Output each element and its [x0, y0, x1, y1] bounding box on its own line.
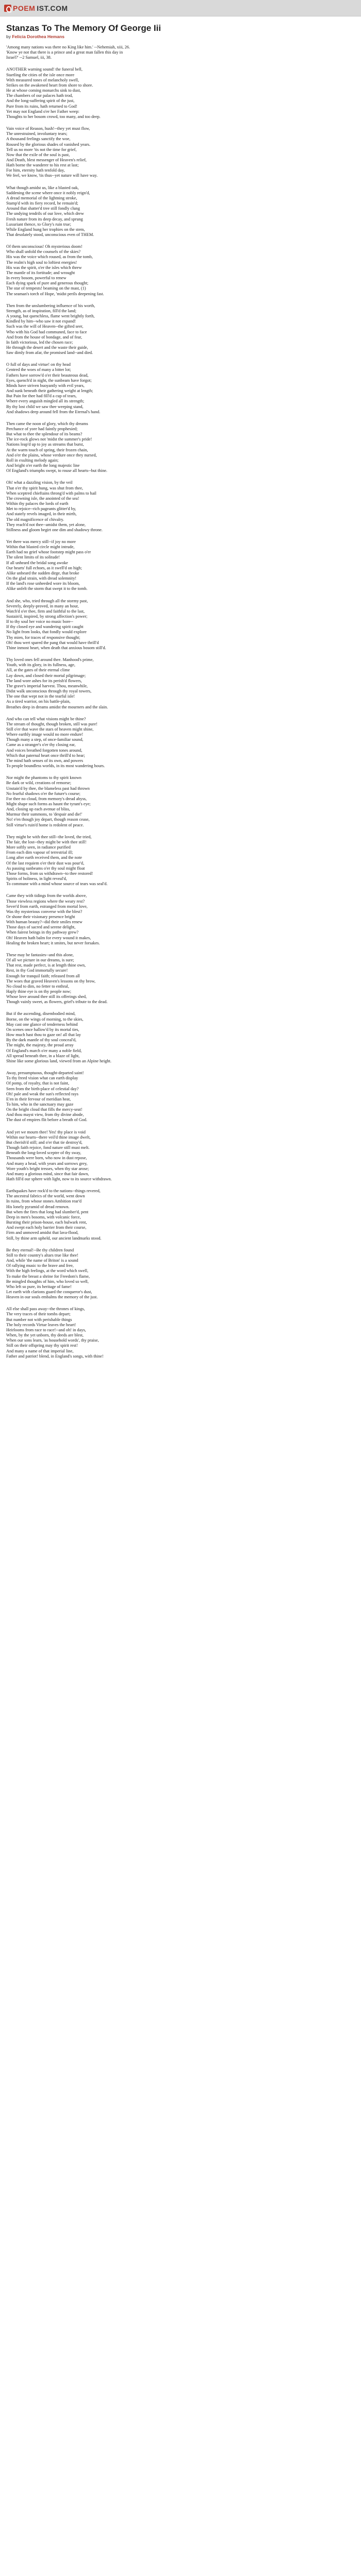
poem-line: Firm and unmoved amidst that lava-flood,	[6, 1230, 79, 1235]
poem-line: A young, but quenchless, flame went brightly forth,	[6, 314, 95, 319]
poem-line: Father and patriot! blend, in England's songs, with thine!	[6, 1353, 104, 1359]
stanza	[6, 1130, 355, 1182]
poem-line: Deep in men's bosoms, with volcanic force,	[6, 1214, 81, 1219]
poem-line: Earth had no grief whose footstep might pass o'er	[6, 550, 91, 555]
poem-line: Still on their offspring may thy spirit rest!	[6, 1343, 78, 1348]
poem-line: Spirits of holiness, in light reveal'd,	[6, 876, 67, 882]
poem-line: When sceptred chieftains throng'd with palms to hail	[6, 490, 96, 496]
poem-line: Severely, deeply-proved, in many an hour,	[6, 603, 79, 608]
poem-line: Roused by the glorious shades of vanished years.	[6, 142, 91, 147]
poem-line: And shadows deep around fell from the Eternal's hand.	[6, 409, 101, 414]
poem-line: Haply thine eye is on thy people now;	[6, 989, 72, 994]
poem-line: Strength, as of inspiration, fill'd the land;	[6, 308, 77, 313]
poem-line: While England hung her trophies on the stem,	[6, 227, 85, 232]
poem-line: The mantle of its fortitude; and wrought	[6, 270, 75, 275]
poem-line: Be they eternal!--Be thy children found	[6, 1247, 74, 1252]
poem-line: Of them unconscious! Oh mysterious doom!	[6, 244, 83, 249]
poem-line: Saw dimly from afar, the promised land--and died.	[6, 350, 93, 355]
poem-line: Our hearts' full echoes, as it swell'd on high;	[6, 565, 83, 570]
poem-line: And sunk beneath their gathering weight at length;	[6, 388, 93, 394]
poem-line: And voices breathed forgotten tones around,	[6, 748, 83, 753]
poem-line: Healing the broken heart; it smites, but never forsakes.	[6, 940, 100, 945]
poem-line: And yet we mourn thee! Yes! thy place is void	[6, 1129, 86, 1134]
poem-line: Away, presumptuous, thought-departed saint!	[6, 1071, 84, 1076]
poem-line: His was the voice which roused, as from the tomb,	[6, 255, 93, 260]
poem-line: Where every anguish mingled all its strength;	[6, 399, 85, 404]
stanza	[6, 1011, 355, 1064]
poem-line: All, at the gates of their eternal clime	[6, 668, 70, 673]
stanza	[6, 1071, 355, 1123]
poem-line: Within our hearts--there veil'd thine image dwelt,	[6, 1134, 91, 1140]
poem-line: Was thy mysterious converse with the blest?	[6, 909, 83, 914]
poem-line: A dread memorial of the lightning stroke,	[6, 195, 77, 200]
stanza	[6, 599, 355, 651]
poem-line: What though amidst us, like a blasted oak,	[6, 185, 79, 190]
poem-line: Oh! what a dazzling vision, by the veil	[6, 480, 73, 485]
poem-line: The dust of empires flit before a breath of God.	[6, 1117, 88, 1123]
poem-line: The stream of thought, though broken, still was pure!	[6, 721, 97, 726]
poem-line: Thine inmost heart, when death that anxious bosom still'd.	[6, 645, 106, 650]
poem-line: Be mingled thoughts of him, who loved so well,	[6, 1279, 89, 1284]
epigraph	[6, 45, 355, 60]
poem-line: Tell us no more 'tis not the time for grief,	[6, 147, 77, 152]
poem-line: But what to thee the splendour of its beams?	[6, 432, 83, 437]
poem-line: Though many a step, of once-familiar sound,	[6, 737, 84, 742]
poem-line: From each dim vapour of terrestrial ill;	[6, 850, 73, 855]
poem-line: That o'er thy spirit hung, was shut from thee,	[6, 485, 83, 490]
poem-line: And o'er the plains, whose verdure once they nursed,	[6, 452, 97, 457]
poem-line: The star of tempests! beaming on the mast, (1)	[6, 286, 86, 291]
poem-line: Oh! Heaven hath balm for every wound it makes,	[6, 935, 91, 940]
poem-line: No cloud to dim, no fetter to enthral,	[6, 984, 69, 989]
poem-line: And many a head, with years and sorrows grey,	[6, 1161, 88, 1166]
poem-line: Who left so pure, its heritage of fame!	[6, 1284, 72, 1289]
poem-line: The old magnificence of chivalry.	[6, 517, 64, 522]
poem-line: The mind hath senses of its own, and powers	[6, 758, 84, 763]
poem-line: To people boundless worlds, in its most wandering hours.	[6, 764, 105, 769]
poem-line: Luxuriant thence, to Glory's ruin true;	[6, 222, 71, 227]
stanza	[6, 539, 355, 592]
poem-container	[0, 16, 361, 1359]
stanza	[6, 126, 355, 179]
poem-line: Breathes deep in dreams amidst the mourners and the slain.	[6, 704, 108, 709]
poem-line: To commune with a mind whose source of tears was seal'd.	[6, 882, 108, 887]
poem-line: We feel, we know, 'tis thus--yet nature will have way.	[6, 173, 98, 178]
poem-line: In faith victorious, led the chosen race;	[6, 340, 73, 345]
poem-line: And the long-suffering spirit of the just,	[6, 98, 75, 104]
poem-line: Whose love around thee still its offerings shed,	[6, 994, 87, 999]
poem-line: Or shone their visionary presence bright	[6, 914, 75, 919]
poem-line: If all unheard the bridal song awoke	[6, 560, 68, 565]
poem-line: Met to rejoice--rich pageants glitter'd by,	[6, 506, 76, 512]
poem-line: Sever'd from earth, estranged from mortal love,	[6, 904, 88, 909]
poem-line: They reach'd not thee--amidst them, yet alone,	[6, 522, 86, 527]
poem-line: Pure from its ruins, hath returned to God!	[6, 104, 77, 109]
poem-line: Of the last requiem o'er their dust was pour'd,	[6, 860, 85, 866]
stanza	[6, 1248, 355, 1300]
poem-line: Strikes on the awakened heart from shore to shore.	[6, 82, 93, 88]
poem-line: Still, by thine arm upheld, our ancient landmarks stood.	[6, 1235, 102, 1241]
poem-line: Stillness and gloom begirt one dim and shadowy throne.	[6, 527, 103, 532]
poem-line: Yet there was mercy still--if joy no more	[6, 539, 76, 544]
poem-line: And thou mayst view, from thy divine abode,	[6, 1112, 84, 1117]
poem-line: Yet may not England o'er her Father weep:	[6, 109, 79, 114]
poem-line: For him, eternity hath tenfold day,	[6, 168, 65, 173]
poem-line: With measured tones of melancholy swell,	[6, 77, 79, 82]
poem-line: If thy closed eye and wandering spirit caught	[6, 624, 84, 630]
poem-line: That desolately stood, unconscious even of THEM.	[6, 232, 94, 237]
poem-line: And who can tell what visions might be thine?	[6, 716, 86, 721]
quill-icon	[4, 5, 11, 12]
poem-line: And, while 'the name of Briton' is a sound	[6, 1258, 78, 1263]
poem-line: Be dark or wild, creations of remorse;	[6, 781, 72, 786]
stanza	[6, 362, 355, 415]
poem-line: Those days of sacred and serene delight,	[6, 925, 76, 930]
poem-line: And bright o'er earth the long majestic line	[6, 463, 80, 468]
poem-line: When, by the yet unborn, thy deeds are blest,	[6, 1333, 84, 1338]
poem-line: Alike unfelt the storm that swept it to the tomb.	[6, 586, 88, 591]
poem-line: The grave's imperial harvest. Thou, meanwhile,	[6, 683, 88, 688]
poem-line: He through the desert and the waste their guide,	[6, 345, 88, 350]
poem-line: Lay down, and closed their mortal pilgrimage;	[6, 673, 86, 678]
poem-line: All spread beneath thee, in a blaze of light,	[6, 1053, 80, 1058]
poem-line: Oh! pale and weak the sun's reflected rays	[6, 1091, 78, 1096]
poem-line: And many a name of that imperial line,	[6, 1348, 74, 1353]
poem-line: Of all we picture in our dreams, is sure;	[6, 958, 74, 963]
poem-line: Now that the exile of the soul is past,	[6, 152, 70, 157]
poem-line: The might, the majesty, the proud array	[6, 1043, 74, 1048]
poem-line: On the bright cloud that fills the mercy-seat!	[6, 1107, 83, 1112]
poem-line: His was the spirit, o'er the isles which threw	[6, 265, 82, 270]
poem-line: To him, who in the sanctuary may gaze	[6, 1101, 74, 1107]
poem-line: That rest, made perfect, is at length thine own,	[6, 963, 86, 968]
poem-line: When our sons learn, 'as household words', thy praise,	[6, 1338, 99, 1343]
poem-line: But cherish'd still; and o'er that tie destroy'd,	[6, 1140, 83, 1145]
poem-line: The fair, the lost--they might be with thee still!	[6, 839, 87, 844]
stanza	[6, 717, 355, 769]
poem-line: If the land's rose unheeded wore its bloom,	[6, 581, 80, 586]
poem-line: Long after earth received them, and the note	[6, 855, 82, 860]
poem-line: The one that wept not in the tearful isle!	[6, 694, 75, 699]
poem-line: Wore youth's bright tresses, when thy star arose;	[6, 1166, 89, 1171]
poem-line: And swept each holy barrier from their course,	[6, 1225, 87, 1230]
poem-line: Kindled by him--who saw it not expand!	[6, 319, 76, 324]
poem-line: For thee no cloud, from memory's dread abyss,	[6, 796, 87, 801]
stanza	[6, 421, 355, 474]
poem-line: On the glad strain, with dread solemnity!	[6, 576, 77, 581]
poem-line: Within that blasted circle might intrude,	[6, 545, 75, 550]
poem-body	[6, 67, 355, 1359]
poem-line: O full of days and virtue! on thy head	[6, 362, 71, 367]
poem-line: They might be with thee still--the loved, the tried,	[6, 834, 92, 839]
poem-line: Thousands were born, who now in dust repose,	[6, 1156, 87, 1161]
poem-line: Oh! thou wert spared the pang that would have thrill'd	[6, 640, 99, 645]
poem-line: In ruins, from whose stones Ambition rear'd	[6, 1199, 81, 1204]
poem-line: These may be fantasies--and this alone,	[6, 952, 74, 957]
byline-prefix: by	[6, 34, 11, 39]
poem-line: Vain voice of Reason, hush!--they yet must flow,	[6, 126, 90, 131]
poem-line: As a tired warrior, on his battle-plain,	[6, 699, 71, 704]
poem-line: Didst walk unconscious through thy royal towers,	[6, 689, 92, 694]
poem-line: The woes that graved Heaven's lessons on thy brow,	[6, 978, 96, 984]
poem-line: Bursting their prison-house, each bulwark rent,	[6, 1220, 87, 1225]
poem-line: Centred the woes of many a bitter lot;	[6, 367, 71, 372]
poem-line: Perchance of yore had faintly prophesied;	[6, 427, 78, 431]
poem-line: Came they with tidings from the worlds above,	[6, 893, 87, 899]
poem-line: Rest, in thy God immortally secure!	[6, 968, 68, 973]
poem-line: Who shall unfold the counsels of the skies?	[6, 249, 81, 255]
poem-line: Then from the unslumbering influence of his worth,	[6, 303, 95, 308]
poem-line: But when the fires that long had slumber'd, pent	[6, 1209, 89, 1214]
poem-line: Alike unheard the sudden dirge, that broke	[6, 570, 79, 575]
stanza	[6, 67, 355, 120]
poem-line: To make the breast a shrine for Freedom's flame,	[6, 1274, 90, 1279]
poem-line: Borne, on the wings of morning, to the skies,	[6, 1016, 84, 1022]
poem-line: The crowning isle, the anointed of the sea!	[6, 496, 79, 501]
poem-line: By thy lost child we saw thee weeping stand,	[6, 404, 84, 409]
poem-line: Thy loved ones fell around thee. Manhood's prime,	[6, 657, 94, 663]
poem-line: Roll in exulting melody again;	[6, 457, 59, 463]
poem-line: And, closing up each avenue of bliss,	[6, 807, 70, 812]
poem-line: Which that paternal heart once thrill'd to hear;	[6, 753, 85, 758]
poem-line: Within thy palaces the lords of earth	[6, 501, 69, 506]
logo-text-a: POEM	[13, 4, 36, 12]
poem-line: Stamp'd with its fiery record, he remain'd;	[6, 201, 78, 206]
poem-line: Let earth with clarions guard the conqueror's dust,	[6, 1289, 92, 1294]
poem-line: How much hast thou to gaze on! all that lay	[6, 1032, 81, 1038]
poem-line: With the high feelings, at the word which swell,	[6, 1268, 89, 1274]
byline	[6, 34, 355, 39]
poem-line: When fairest beings in thy pathway grew?	[6, 930, 79, 935]
poem-line: The ancestral fabrics of the world, went down	[6, 1194, 85, 1199]
poem-line: Each dying spark of pure and generous thought;	[6, 281, 89, 286]
stanza	[6, 185, 355, 238]
poem-line: The land wore ashes for its perish'd flowers,	[6, 678, 82, 683]
poem-line: Still virtue's ruin'd home is redolent of peace.	[6, 822, 84, 827]
poem-line: And Death, blest messenger of Heaven's relief,	[6, 157, 87, 162]
poem-line: Sustain'd, inspired, by strong affection's power;	[6, 614, 88, 619]
poem-line: In every bosom, powerful to renew	[6, 276, 67, 281]
poem-line: Heirlooms from race to race!--and oh! in days,	[6, 1327, 86, 1332]
poem-line: No light from looks, that fondly would explore	[6, 630, 87, 635]
poem-line: Around that shatter'd tree still fondly clung	[6, 206, 80, 211]
stanza	[6, 1189, 355, 1241]
poem-line: His lonely pyramid of dread renown.	[6, 1204, 70, 1209]
poem-line: Seen from the birth-place of celestial day?	[6, 1086, 79, 1091]
poem-line: Who with his God had communed, face to face	[6, 329, 87, 334]
poem-line: Earthquakes have rock'd to the nations--things revered,	[6, 1189, 101, 1194]
poem-title: Stanzas To The Memory Of George Iii	[6, 23, 161, 33]
poem-line: Startling the cities of the isle once more	[6, 72, 75, 77]
poem-line: Eyes, quench'd in night, the sunbeam have forgot;	[6, 378, 92, 383]
poem-line: E'en in their fervour of meridian heat,	[6, 1096, 71, 1101]
poem-line: And she, who, tried through all the stormy past,	[6, 598, 88, 603]
site-header	[0, 0, 361, 16]
poem-line: Still to their country's altars true like thee!	[6, 1252, 78, 1258]
poem-line: The unrestrained, involuntary tears;	[6, 131, 68, 137]
poem-line: And from the house of bondage, and of fear,	[6, 334, 83, 340]
poem-line: Saddening the scene where once it nobly reign'd,	[6, 190, 90, 195]
poem-line: And stately revels imaged, in their mirth,	[6, 512, 77, 517]
poem-line: The ice-rock glows not 'midst the summer's pride!	[6, 437, 92, 442]
poem-line: Of England's triumphs swept, to rouse all hearts--but thine.	[6, 468, 107, 473]
poem-line: Of rallying music to the brave and free,	[6, 1263, 74, 1268]
poem-line: The holy records Virtue leaves the heart!	[6, 1322, 76, 1327]
stanza	[6, 953, 355, 1005]
poem-line: But if the ascending, disembodied mind,	[6, 1011, 76, 1016]
poem-line: He at whose coming monarchs sink to dust,	[6, 88, 81, 93]
poem-line: Then came the noon of glory, which thy dreams	[6, 421, 88, 426]
poem-line: At the warm touch of spring, their frozen chain,	[6, 447, 88, 452]
poem-line: Thy mien, for traces of responsive thought;	[6, 635, 80, 640]
poem-line: But number not with perishable things	[6, 1317, 72, 1322]
stanza	[6, 775, 355, 828]
poem-line: Youth, with its glory, in its fullness, age,	[6, 663, 75, 668]
stanza	[6, 893, 355, 946]
poem-line: More softly seen, in radiance purified	[6, 845, 71, 850]
poem-line: Hath borne the wanderer to his rest at last;	[6, 163, 79, 168]
poem-line: The undying tendrils of our love, which drew	[6, 211, 84, 216]
poem-line: Came as a stranger's o'er thy closing ear,	[6, 742, 76, 748]
epigraph-line: Israel?' --2 Samuel, iii, 38.	[6, 55, 52, 60]
stanza	[6, 1307, 355, 1359]
poem-line: Murmur their summons, to 'despair and die!'	[6, 812, 83, 817]
poem-line: The seaman's torch of Hope, 'midst perils deepening fast.	[6, 291, 104, 296]
stanza	[6, 480, 355, 533]
poem-line: Fathers have sorrow'd o'er their beauteous dead,	[6, 372, 89, 378]
poem-line: But Pain for thee had fill'd a cup of tears,	[6, 394, 77, 399]
poem-line: The very traces of their tombs depart;	[6, 1312, 71, 1317]
poem-line: Shine like some glorious land, viewed from an Alpine height.	[6, 1058, 111, 1063]
poem-line: Hath fill'd our sphere with light, now to its source withdrawn.	[6, 1177, 112, 1181]
site-logo[interactable]	[4, 4, 68, 12]
poem-line: Unstain'd by thee, the blameless past had thrown	[6, 786, 90, 791]
poem-line: The chambers of our palaces hath trod,	[6, 93, 73, 98]
poem-line: Of pomp, of royalty, that is not faint,	[6, 1081, 70, 1086]
poem-line: Heaven in our souls embalms the memory of the just.	[6, 1295, 98, 1300]
poem-line: Such was the will of Heaven--the gifted seer,	[6, 324, 84, 329]
stanza	[6, 835, 355, 887]
poem-line: Where earthly image would no more endure!	[6, 732, 84, 737]
poem-line: The realm's high soul to loftiest energies!	[6, 260, 77, 265]
poem-line: Minds have striven buoyantly with evil years,	[6, 383, 85, 388]
poem-line: Watch'd o'er thee, firm and faithful to the last,	[6, 608, 85, 614]
poem-line: Nations leap'd up to joy as streams that burst,	[6, 442, 84, 447]
poem-line: Of England's march o'er many a noble field,	[6, 1048, 82, 1053]
epigraph-line: 'Know ye not that there is a prince and a great man fallen this day in	[6, 50, 123, 55]
poem-line: Might shape such forms as haunt the tyrant's eye;	[6, 802, 91, 806]
stanza	[6, 303, 355, 356]
poem-line: Those viewless regions where the weary rest?	[6, 899, 85, 904]
poem-line: No! e'en though joy depart, though reason cease,	[6, 817, 90, 822]
poem-line: All else shall pass away--the thrones of kings,	[6, 1307, 85, 1312]
poem-line: By the dark mantle of thy soul conceal'd,	[6, 1038, 77, 1043]
stanza	[6, 244, 355, 297]
poem-line: Nor might the phantoms to thy spirit known	[6, 775, 81, 781]
poem-line: With human beauty?--did their smiles renew	[6, 920, 83, 925]
poem-line: A thousand feelings sanctify the woe,	[6, 137, 71, 142]
poem-line: Enough for tranquil faith; released from all	[6, 973, 80, 978]
author-link[interactable]: Felicia Dorothea Hemans	[12, 34, 64, 39]
poem-line: Fresh nature from its deep decay, and sprung	[6, 216, 83, 222]
poem-line: To thy freed vision what can earth display	[6, 1076, 78, 1081]
poem-line: ANOTHER warning sound! the funeral bell,	[6, 67, 83, 72]
poem-line: If to thy soul her voice no music bore--	[6, 619, 73, 624]
epigraph-line: 'Among many nations was there no King like him.' --Nehemiah, xiii, 26.	[6, 45, 130, 49]
poem-line: And many a glorious mind, since that fair dawn,	[6, 1171, 89, 1176]
poem-line: Though vainly sweet, as flowers, grief's tribute to the dead.	[6, 999, 108, 1005]
poem-line: No fearful shadows o'er the future's course;	[6, 791, 80, 796]
poem-line: Still o'er that wave the stars of heaven might shine,	[6, 726, 94, 732]
poem-line: May cast one glance of tenderness behind	[6, 1022, 78, 1027]
poem-line: Those forms, from us withdrawn--to thee restored!	[6, 871, 93, 876]
logo-text-b: IST.COM	[37, 4, 68, 12]
poem-line: On scenes once hallow'd by its mortal ties,	[6, 1027, 79, 1032]
poem-line: As passing sunbeams o'er thy soul might float	[6, 866, 85, 871]
poem-line: The silent limits of its solitude!	[6, 555, 60, 560]
poem-line: Though faith rejoice, fond nature still must melt.	[6, 1145, 90, 1150]
stanza	[6, 657, 355, 710]
poem-line: Thoughts to her bosom crowd, too many, and too deep.	[6, 114, 101, 119]
poem-line: Beneath the long-loved sceptre of thy sway,	[6, 1150, 81, 1156]
